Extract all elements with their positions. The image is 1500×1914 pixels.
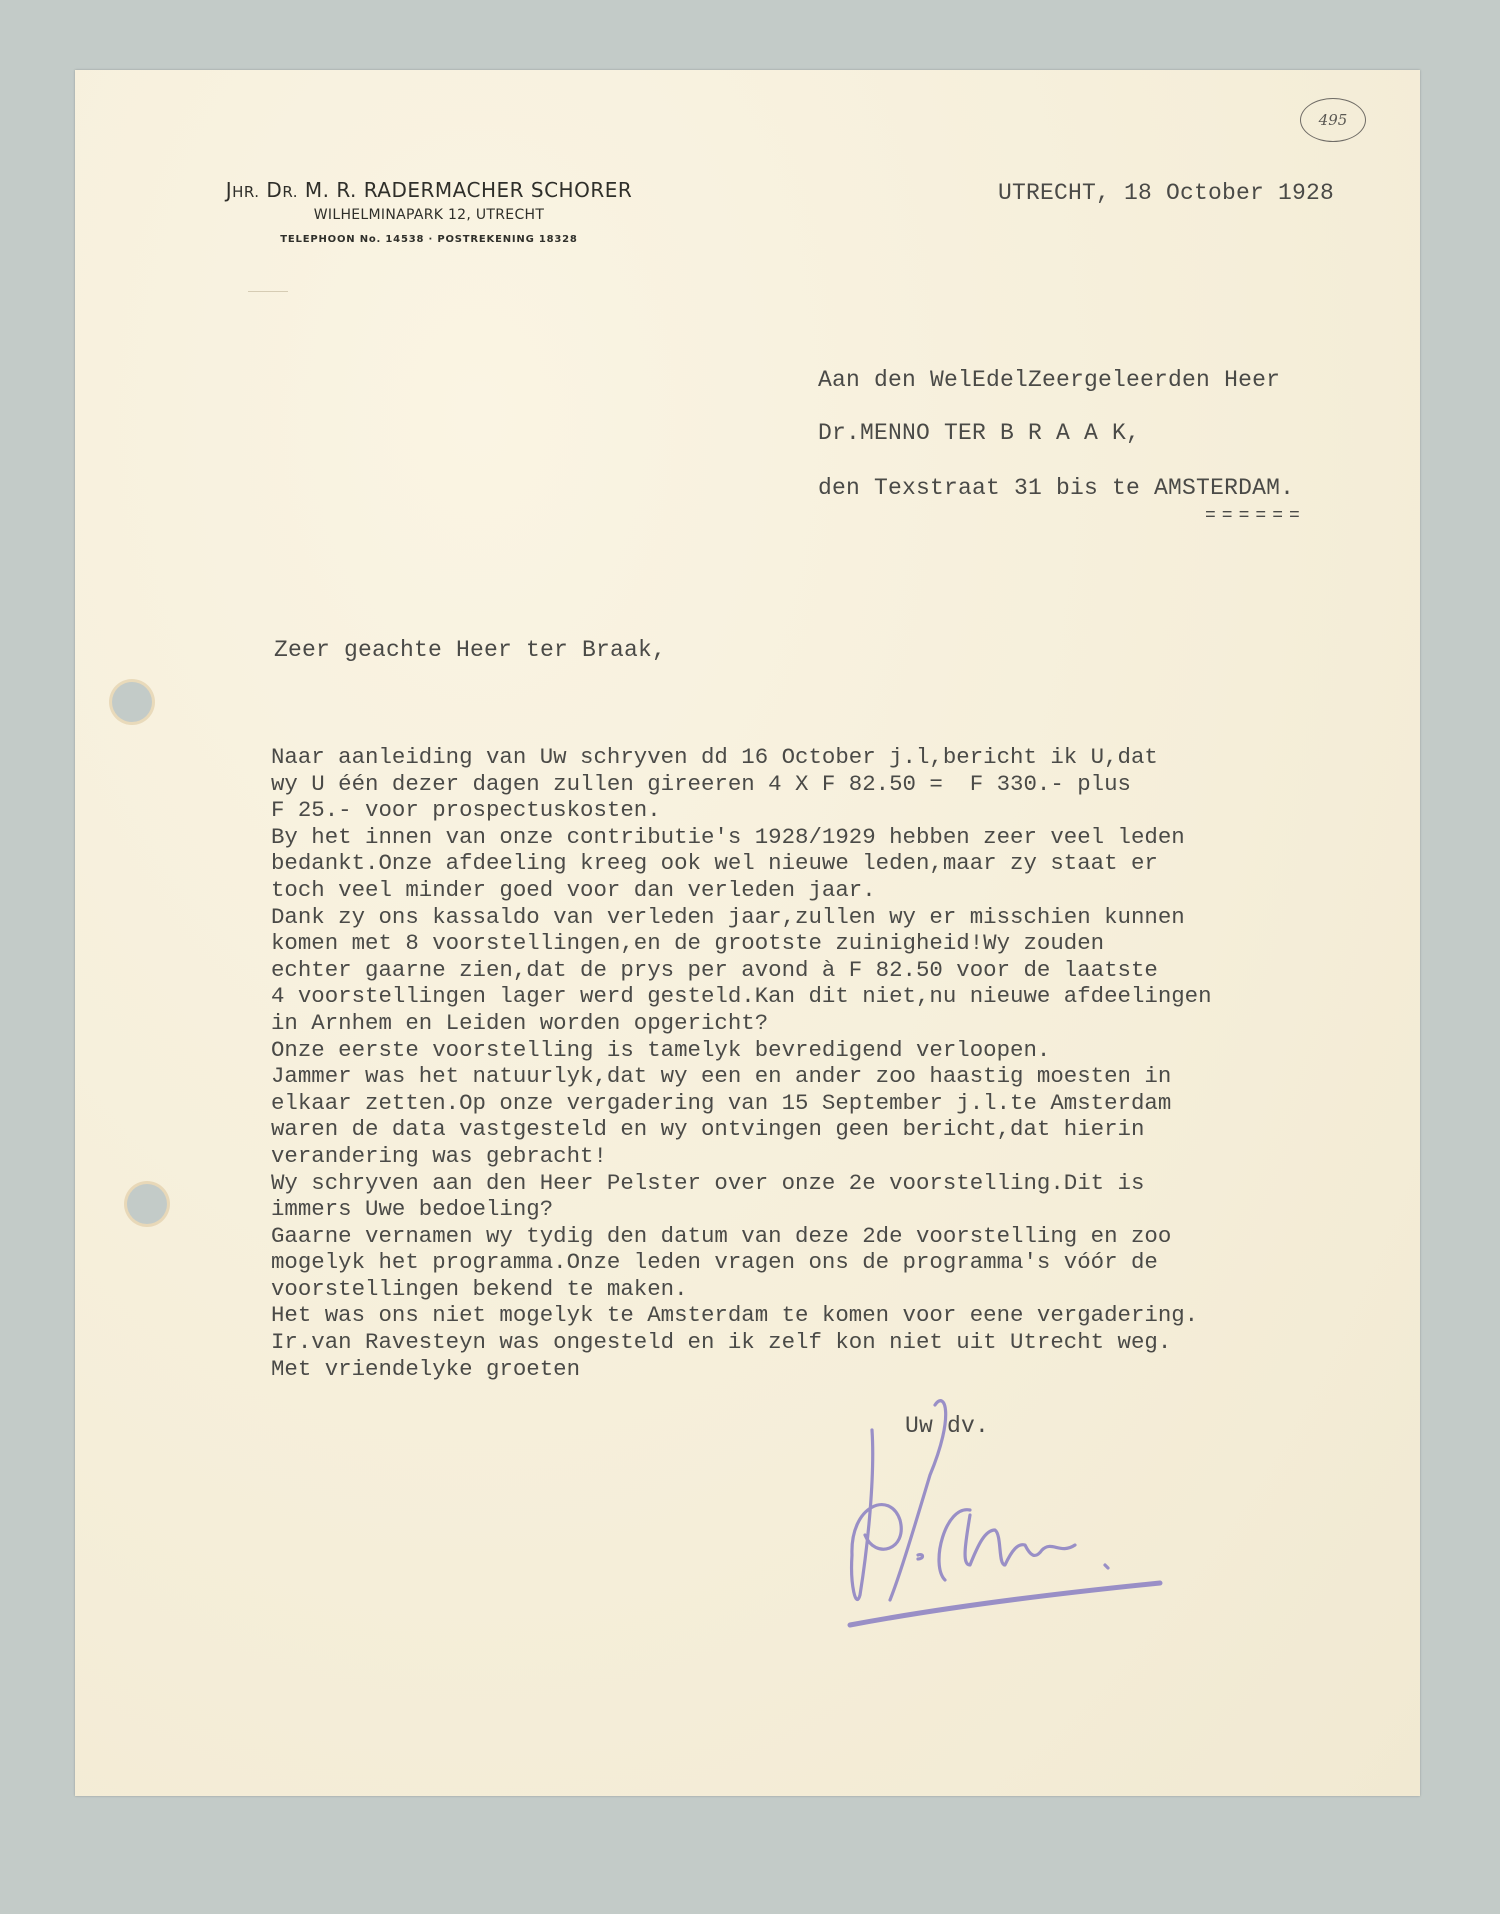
signature [820, 1385, 1180, 1645]
body-line: bedankt.Onze afdeeling kreeg ook wel nieuwe leden,maar zy staat er [271, 850, 1158, 877]
body-line: Het was ons niet mogelyk te Amsterdam te komen voor eene vergadering. [271, 1302, 1199, 1329]
signature-stroke [852, 1430, 902, 1599]
letterhead-address: WILHELMINAPARK 12, UTRECHT [313, 207, 545, 223]
body-line: immers Uwe bedoeling? [271, 1196, 554, 1223]
body-line: wy U één dezer dagen zullen gireeren 4 X F 82.50 = F 330.- plus [271, 770, 1131, 797]
salutation: Zeer geachte Heer ter Braak, [274, 637, 667, 663]
body-line: Ir.van Ravesteyn was ongesteld en ik zelf kon niet uit Utrecht weg. [271, 1329, 1172, 1356]
body-line: echter gaarne zien,dat de prys per avond à F 82.50 voor de laatste [271, 956, 1158, 983]
date-line: UTRECHT, 18 October 1928 [998, 180, 1335, 206]
fold-mark [248, 291, 288, 292]
body-line: Wy schryven aan den Heer Pelster over onze 2e voorstelling.Dit is [271, 1169, 1145, 1196]
letterhead-contact: TELEPHOON No. 14538 · POSTREKENING 18328 [280, 234, 578, 245]
body-line: in Arnhem en Leiden worden opgericht? [271, 1009, 769, 1036]
recipient-line-1: Aan den WelEdelZeergeleerden Heer [818, 367, 1281, 393]
body-line: Jammer was het natuurlyk,dat wy een en ander zoo haastig moesten in [271, 1063, 1172, 1090]
body-line: komen met 8 voorstellingen,en de grootste zuinigheid!Wy zouden [271, 930, 1105, 957]
signature-stroke [965, 1515, 1075, 1565]
signature-stroke [918, 1555, 923, 1559]
body-line: Gaarne vernamen wy tydig den datum van deze 2de voorstelling en zoo [271, 1222, 1172, 1249]
recipient-line-3: den Texstraat 31 bis te AMSTERDAM. [818, 475, 1295, 501]
body-line: 4 voorstellingen lager werd gesteld.Kan dit niet,nu nieuwe afdeelingen [271, 983, 1212, 1010]
body-line: voorstellingen bekend te maken. [271, 1275, 688, 1302]
body-line: By het innen van onze contributie's 1928/1929 hebben zeer veel leden [271, 823, 1185, 850]
letter-body [271, 744, 1212, 1382]
body-line: F 25.- voor prospectuskosten. [271, 797, 661, 824]
letterhead-name: JHR. DR. M. R. RADERMACHER SCHORER [225, 178, 633, 202]
body-line: waren de data vastgesteld en wy ontvingen geen bericht,dat hierin [271, 1116, 1145, 1143]
punch-hole [112, 682, 152, 722]
recipient-line-2: Dr.MENNO TER B R A A K, [818, 420, 1141, 446]
body-line: mogelyk het programma.Onze leden vragen ons de programma's vóór de [271, 1249, 1158, 1276]
body-line: verandering was gebracht! [271, 1142, 607, 1169]
closing: Uw dv. [905, 1413, 990, 1439]
archive-number: 495 [1300, 98, 1366, 142]
body-line: Onze eerste voorstelling is tamelyk bevredigend verloopen. [271, 1036, 1051, 1063]
body-line: elkaar zetten.Op onze vergadering van 15 September j.l.te Amsterdam [271, 1089, 1172, 1116]
signature-stroke [1105, 1565, 1108, 1568]
recipient-underline: ====== [1205, 506, 1306, 526]
signature-underline [850, 1583, 1160, 1625]
body-line: Dank zy ons kassaldo van verleden jaar,zullen wy er misschien kunnen [271, 903, 1185, 930]
body-line: Met vriendelyke groeten [271, 1355, 581, 1382]
body-line: Naar aanleiding van Uw schryven dd 16 October j.l,bericht ik U,dat [271, 744, 1158, 770]
body-line: toch veel minder goed voor dan verleden jaar. [271, 876, 876, 903]
punch-hole [127, 1184, 167, 1224]
